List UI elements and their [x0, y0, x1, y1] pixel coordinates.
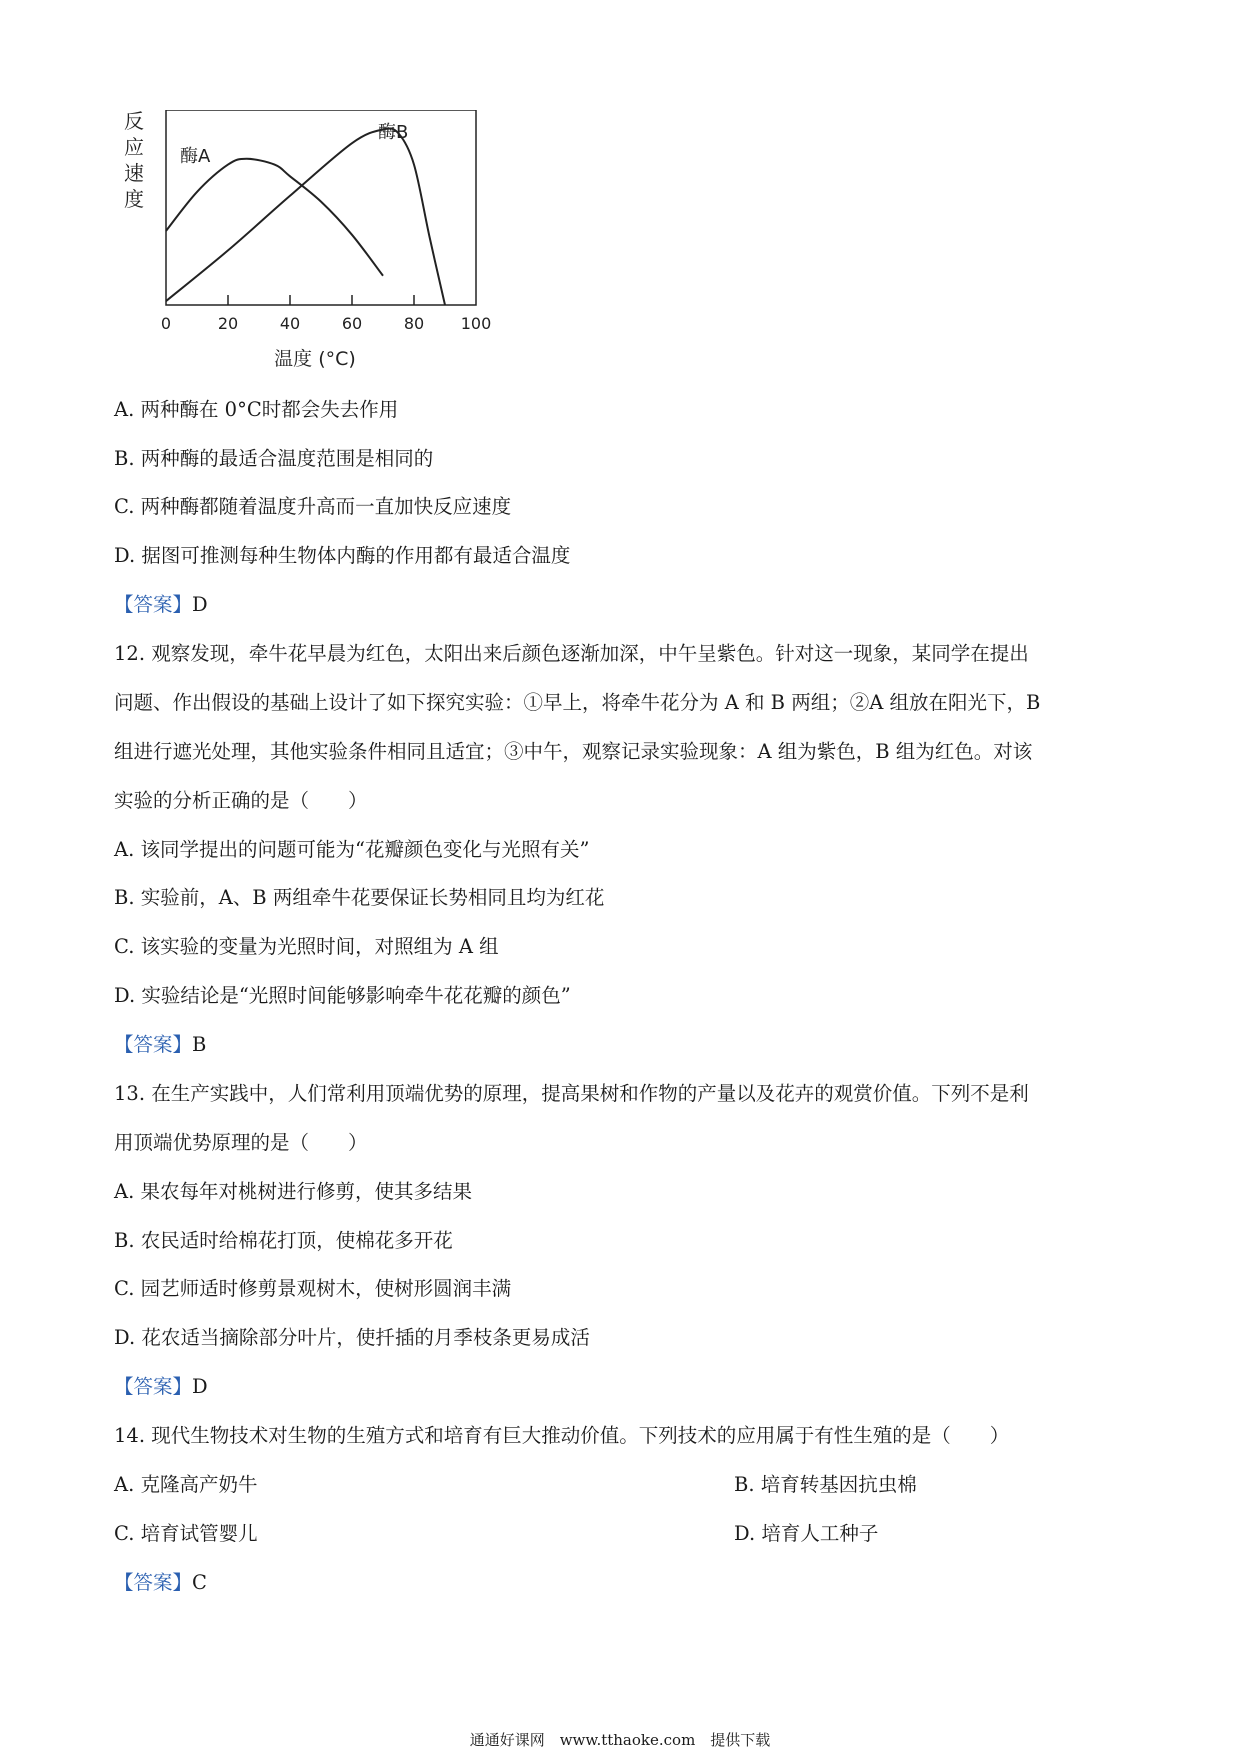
q14-option-row2 [114, 1521, 879, 1547]
x-tick-label: 40 [279, 314, 301, 333]
y-axis-label-char: 反 [124, 110, 144, 133]
q12-stem-line2: 问题、作出假设的基础上设计了如下探究实验：①早上，将牵牛花分为 A 和 B 两组；②A 组放在阳光下，B [114, 691, 1041, 714]
q12-option-d: D. 实验结论是“光照时间能够影响牵牛花花瓣的颜色” [114, 984, 571, 1007]
q12-stem-line4: 实验的分析正确的是（ ） [114, 789, 368, 812]
q13-answer: 【答案】D [114, 1375, 208, 1398]
q14-stem-line1: 14. 现代生物技术对生物的生殖方式和培育有巨大推动价值。下列技术的应用属于有性生殖的是（ ） [114, 1424, 1010, 1447]
q13-answer-value: D [192, 1375, 208, 1398]
x-tick-label: 0 [160, 314, 172, 333]
q11-option-c: C. 两种酶都随着温度升高而一直加快反应速度 [114, 495, 512, 518]
q14-option-d: D. 培育人工种子 [734, 1522, 879, 1545]
q12-stem-line3: 组进行遮光处理，其他实验条件相同且适宜；③中午，观察记录实验现象：A 组为紫色，B 组为红色。对该 [114, 740, 1033, 763]
q12-option-b: B. 实验前，A、B 两组牵牛花要保证长势相同且均为红花 [114, 886, 605, 909]
q13-stem-line1: 13. 在生产实践中，人们常利用顶端优势的原理，提高果树和作物的产量以及花卉的观赏价值。下列不是利 [114, 1082, 1029, 1105]
q12-stem-line1: 12. 观察发现，牵牛花早晨为红色，太阳出来后颜色逐渐加深，中午呈紫色。针对这一现象，某同学在提出 [114, 642, 1029, 665]
q14-option-b: B. 培育转基因抗虫棉 [734, 1473, 917, 1496]
q13-stem-line2: 用顶端优势原理的是（ ） [114, 1131, 368, 1154]
q14-answer: 【答案】C [114, 1571, 207, 1594]
answer-label: 答案 [133, 1375, 173, 1398]
y-axis-label-char: 度 [124, 187, 144, 211]
answer-label: 答案 [133, 1571, 173, 1594]
x-tick-label: 60 [341, 314, 363, 333]
y-axis-label [124, 110, 144, 211]
y-axis-label-char: 应 [124, 135, 144, 159]
series-line-enzyme-a [166, 159, 383, 276]
q13-option-c: C. 园艺师适时修剪景观树木，使树形圆润丰满 [114, 1277, 512, 1300]
q11-option-a: A. 两种酶在 0°C时都会失去作用 [114, 398, 399, 421]
q12-answer: 【答案】B [114, 1033, 207, 1056]
q13-option-a: A. 果农每年对桃树进行修剪，使其多结果 [114, 1180, 472, 1203]
y-axis-label-char: 速 [124, 161, 144, 185]
q11-answer: 【答案】D [114, 593, 208, 616]
q12-option-a: A. 该同学提出的问题可能为“花瓣颜色变化与光照有关” [114, 838, 590, 861]
answer-label: 答案 [133, 1033, 173, 1056]
q13-option-d: D. 花农适当摘除部分叶片，使扦插的月季枝条更易成活 [114, 1326, 590, 1349]
x-axis-ticks [161, 295, 491, 333]
x-tick-label: 20 [217, 314, 239, 333]
q14-option-a: A. 克隆高产奶牛 [114, 1473, 258, 1496]
x-tick-label: 100 [460, 314, 492, 333]
q14-answer-value: C [192, 1571, 207, 1594]
q12-option-c: C. 该实验的变量为光照时间，对照组为 A 组 [114, 935, 499, 958]
series-labels [180, 122, 408, 167]
q14-option-row1 [114, 1472, 917, 1498]
chart-svg [120, 110, 510, 380]
q13-option-b: B. 农民适时给棉花打顶，使棉花多开花 [114, 1229, 453, 1252]
q14-option-c: C. 培育试管婴儿 [114, 1522, 258, 1545]
x-tick-label: 80 [403, 314, 425, 333]
q11-option-b: B. 两种酶的最适合温度范围是相同的 [114, 447, 434, 470]
page-footer: 通通好课网 www.tthaoke.com 提供下载 [469, 1731, 771, 1749]
q11-option-d: D. 据图可推测每种生物体内酶的作用都有最适合温度 [114, 544, 571, 567]
enzyme-temperature-chart [120, 110, 510, 380]
x-axis-label: 温度 (°C) [274, 348, 356, 370]
q11-answer-value: D [192, 593, 208, 616]
q12-answer-value: B [192, 1033, 207, 1056]
series-label-enzyme-b: 酶B [378, 122, 409, 143]
answer-label: 答案 [133, 593, 173, 616]
plot-frame [166, 110, 476, 305]
series-label-enzyme-a: 酶A [180, 146, 211, 167]
